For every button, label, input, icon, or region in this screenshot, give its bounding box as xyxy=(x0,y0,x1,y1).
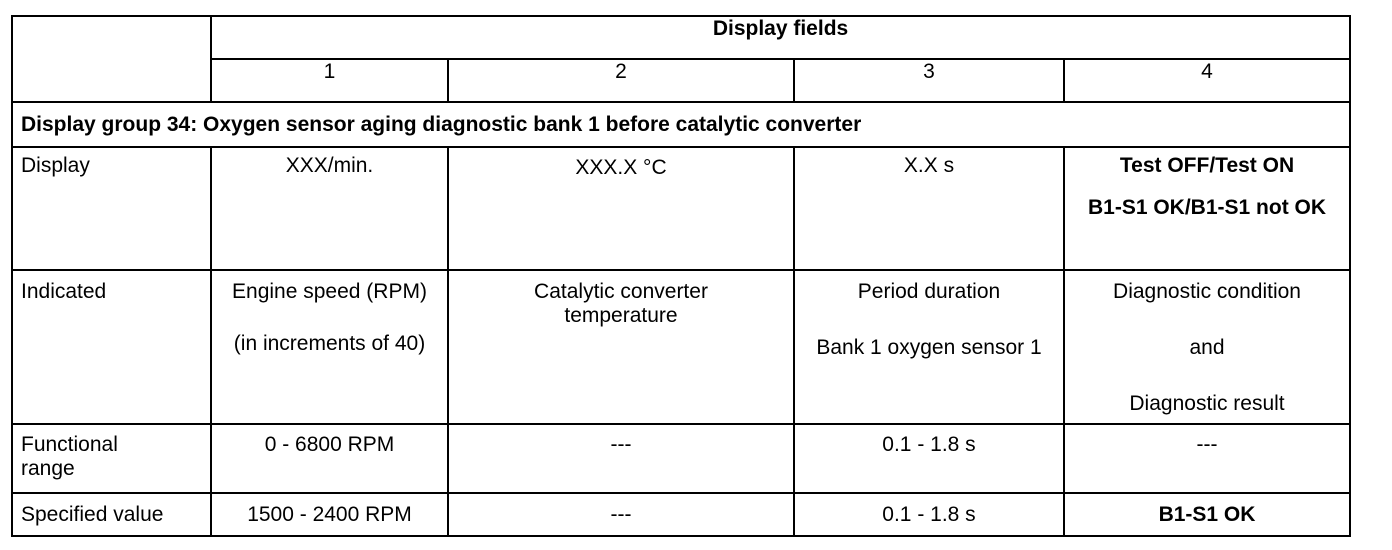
table-row-functional-range xyxy=(12,424,1350,493)
field-number-2: 2 xyxy=(448,59,794,102)
table-row-specified-value xyxy=(12,493,1350,536)
header-row-top xyxy=(12,16,1350,59)
indicated-field-1 xyxy=(211,270,448,424)
display-field-4-line2: B1-S1 OK/B1-S1 not OK xyxy=(1087,196,1327,219)
functional-range-field-2: --- xyxy=(448,424,794,493)
display-fields-header: Display fields xyxy=(211,16,1350,59)
display-field-1: XXX/min. xyxy=(211,147,448,270)
row-label-functional-range: Functional range xyxy=(12,424,211,493)
display-field-4-line1: Test OFF/Test ON xyxy=(1119,154,1295,177)
functional-range-field-1: 0 - 6800 RPM xyxy=(211,424,448,493)
field-number-row xyxy=(12,59,1350,102)
field-number-1: 1 xyxy=(211,59,448,102)
indicated-field-3-line1: Period duration xyxy=(857,280,1001,303)
specified-value-field-2: --- xyxy=(448,493,794,536)
row-label-specified-value: Specified value xyxy=(12,493,211,536)
display-group-title: Display group 34: Oxygen sensor aging diagnostic bank 1 before catalytic converter xyxy=(12,102,1350,147)
row-label-display: Display xyxy=(12,147,211,270)
corner-cell xyxy=(12,16,211,102)
indicated-field-3 xyxy=(794,270,1064,424)
indicated-field-3-line2: Bank 1 oxygen sensor 1 xyxy=(816,336,1042,359)
field-number-3: 3 xyxy=(794,59,1064,102)
specified-value-field-1: 1500 - 2400 RPM xyxy=(211,493,448,536)
specified-value-field-3: 0.1 - 1.8 s xyxy=(794,493,1064,536)
display-field-4 xyxy=(1064,147,1350,270)
indicated-field-4-line1: Diagnostic condition xyxy=(1113,280,1301,303)
indicated-field-1-line2: (in increments of 40) xyxy=(233,332,426,355)
specified-value-field-4: B1-S1 OK xyxy=(1064,493,1350,536)
functional-range-field-4: --- xyxy=(1064,424,1350,493)
field-number-4: 4 xyxy=(1064,59,1350,102)
indicated-field-2: Catalytic converter temperature xyxy=(448,270,794,424)
display-group-table xyxy=(11,15,1351,537)
indicated-field-1-line1: Engine speed (RPM) xyxy=(232,280,427,303)
display-field-2: XXX.X °C xyxy=(448,147,794,270)
table-row-indicated xyxy=(12,270,1350,424)
row-label-indicated: Indicated xyxy=(12,270,211,424)
group-title-row xyxy=(12,102,1350,147)
table-row-display xyxy=(12,147,1350,270)
indicated-field-4 xyxy=(1064,270,1350,424)
functional-range-field-3: 0.1 - 1.8 s xyxy=(794,424,1064,493)
display-field-3: X.X s xyxy=(794,147,1064,270)
indicated-field-4-line2: and xyxy=(1189,336,1225,359)
indicated-field-4-line3: Diagnostic result xyxy=(1129,392,1285,415)
